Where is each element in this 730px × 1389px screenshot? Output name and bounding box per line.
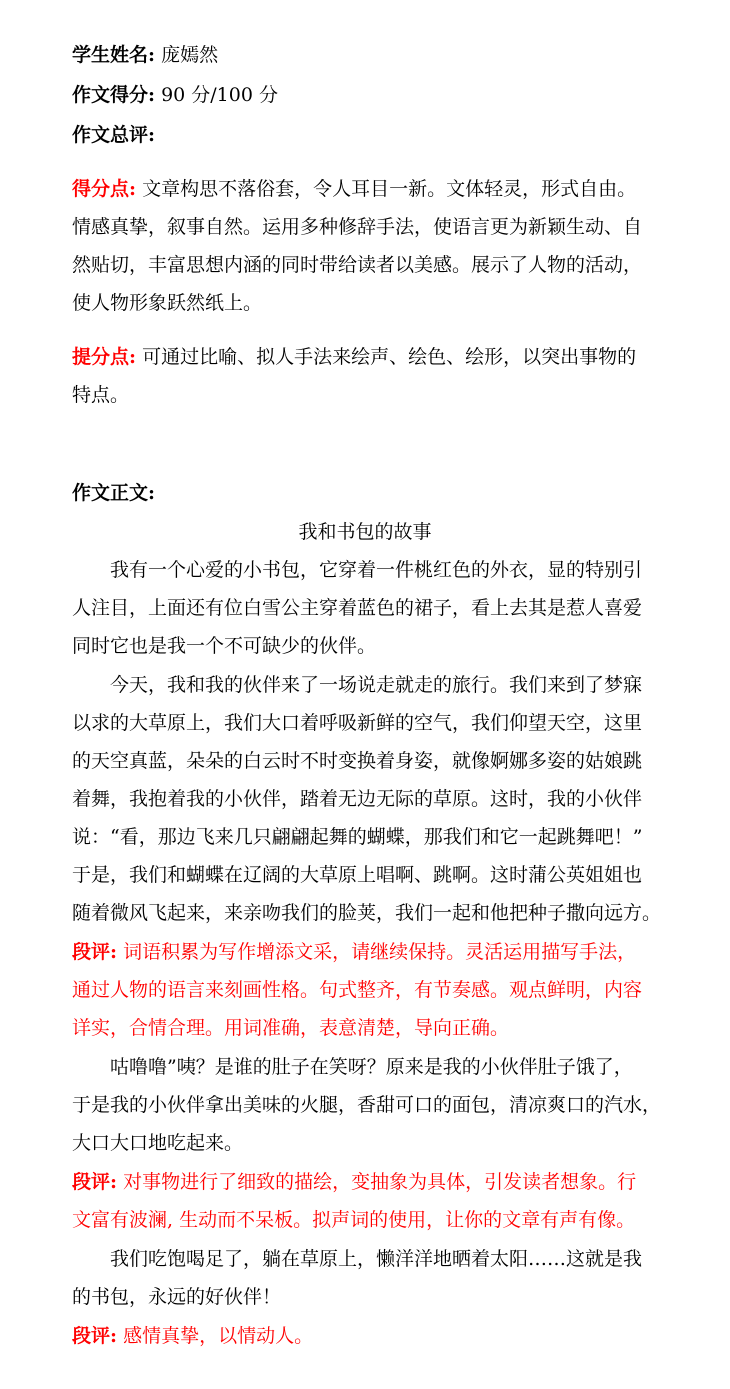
improve-text: 可通过比喻、拟人手法来绘声、绘色、绘形，以突出事物的: [142, 346, 637, 368]
comment-2-label: 段评:: [72, 1171, 118, 1193]
comment-1-label: 段评:: [72, 941, 118, 963]
score-label: 作文得分:: [72, 84, 156, 106]
strengths-label: 得分点:: [72, 178, 137, 200]
comment-1-line-1: [72, 939, 636, 965]
p4-line-1: 我们吃饱喝足了，躺在草原上，懒洋洋地晒着太阳……这就是我: [110, 1248, 643, 1270]
improve-line-2: 特点。: [72, 384, 130, 406]
score-value: 90 分/100 分: [161, 84, 278, 106]
summary-label: 作文总评:: [72, 124, 156, 146]
comment-2-line-2: 文富有波澜, 生动而不呆板。拟声词的使用，让你的文章有声有像。: [72, 1209, 636, 1231]
score-row: [72, 82, 278, 108]
p1-line-3: 同时它也是我一个不可缺少的伙伴。: [72, 635, 377, 657]
essay-label: 作文正文:: [72, 482, 156, 504]
p1-line-2: 人注目，上面还有位白雪公主穿着蓝色的裙子，看上去其是惹人喜爱: [72, 597, 643, 619]
p3-line-1: 咕噜噜”咦？是谁的肚子在笑呀？原来是我的小伙伴肚子饿了，: [110, 1056, 633, 1078]
strengths-line-1: [72, 176, 636, 202]
p2-line-4: 着舞，我抱着我的小伙伴，踏着无边无际的草原。这时，我的小伙伴: [72, 788, 643, 810]
strengths-line-4: 使人物形象跃然纸上。: [72, 292, 263, 314]
student-name-value: 庞嫣然: [161, 44, 219, 66]
p2-line-2: 以求的大草原上，我们大口着呼吸新鲜的空气，我们仰望天空，这里: [72, 712, 643, 734]
strengths-line-3: 然贴切，丰富思想内涵的同时带给读者以美感。展示了人物的活动，: [72, 254, 643, 276]
improve-label: 提分点:: [72, 346, 137, 368]
p2-line-1: 今天，我和我的伙伴来了一场说走就走的旅行。我们来到了梦寐: [110, 674, 643, 696]
comment-3-text: 感情真挚，以情动人。: [123, 1325, 314, 1347]
comment-3-line-1: [72, 1323, 313, 1349]
comment-2-line-1: [72, 1169, 636, 1195]
student-name-label: 学生姓名:: [72, 44, 156, 66]
strengths-line-2: 情感真挚，叙事自然。运用多种修辞手法，使语言更为新颖生动、自: [72, 216, 643, 238]
comment-1-line-2: 通过人物的语言来刻画性格。句式整齐，有节奏感。观点鲜明，内容: [72, 979, 643, 1001]
p2-line-3: 的天空真蓝，朵朵的白云时不时变换着身姿，就像婀娜多姿的姑娘跳: [72, 750, 643, 772]
p3-line-3: 大口大口地吃起来。: [72, 1132, 244, 1154]
p2-line-6: 于是，我们和蝴蝶在辽阔的大草原上唱啊、跳啊。这时蒲公英姐姐也: [72, 864, 643, 886]
essay-title: 我和书包的故事: [298, 521, 432, 543]
comment-2-text: 对事物进行了细致的描绘，变抽象为具体，引发读者想象。行: [123, 1171, 637, 1193]
p2-line-5: 说：“看，那边飞来几只翩翩起舞的蝴蝶，那我们和它一起跳舞吧！”: [72, 826, 643, 848]
p4-line-2: 的书包，永远的好伙伴！: [72, 1286, 282, 1308]
comment-3-label: 段评:: [72, 1325, 118, 1347]
p3-line-2: 于是我的小伙伴拿出美味的火腿，香甜可口的面包，清凉爽口的汽水，: [72, 1094, 662, 1116]
p1-line-1: 我有一个心爱的小书包，它穿着一件桃红色的外衣，显的特别引: [110, 559, 643, 581]
strengths-text: 文章构思不落俗套，令人耳目一新。文体轻灵，形式自由。: [142, 178, 637, 200]
student-name-row: [72, 42, 218, 68]
comment-1-line-3: 详实，合情合理。用词准确，表意清楚，导向正确。: [72, 1017, 510, 1039]
p2-line-7: 随着微风飞起来，来亲吻我们的脸荚，我们一起和他把种子撒向远方。: [72, 902, 662, 924]
improve-line-1: [72, 344, 636, 370]
comment-1-text: 词语积累为写作增添文采，请继续保持。灵活运用描写手法，: [123, 941, 637, 963]
